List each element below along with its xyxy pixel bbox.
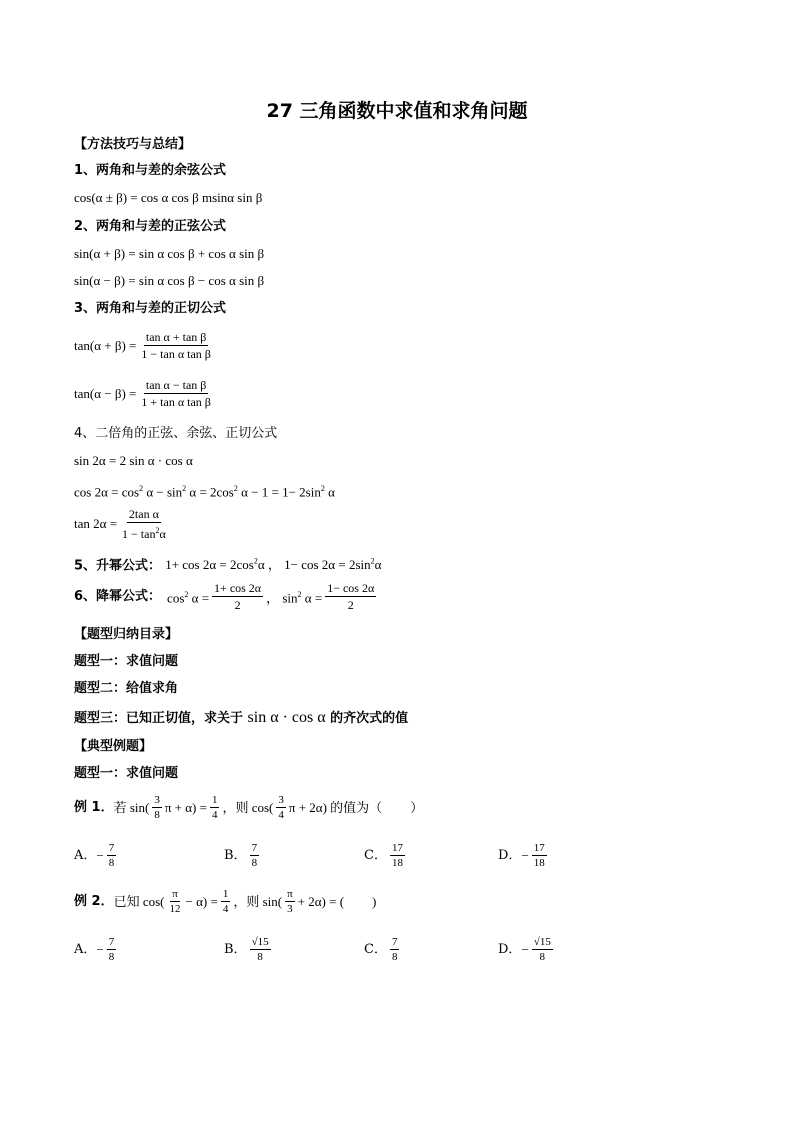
- type-three-label: 题型三：已知正切值，求关于 sin α · cos α 的齐次式的值: [74, 709, 409, 726]
- examples-type-one-label: 题型一：求值问题: [74, 766, 179, 781]
- section-types-heading: 【题型归纳目录】: [74, 627, 179, 642]
- type-two-label: 题型二：给值求角: [74, 681, 179, 696]
- formula-sin-diff: sin(α − β) = sin α cos β − cos α sin β: [74, 273, 265, 288]
- example-2-option-c: C． $\frac{7}{8}$: [364, 936, 398, 963]
- formula-tan-diff: tan(α − β) = $\frac{\text{tan α − tan β}}{\text{1 + tan α tan β}}$: [74, 378, 211, 409]
- formula-power-reduce: 6、降幂公式： $\cos^2 \alpha$ = $\frac{1+ \cos 2\alpha}{2}$ ， $\sin^2 \alpha$ = $\frac{1- \cos 2\alpha}{2}$: [74, 581, 375, 612]
- example-2-option-a: A． − $\frac{7}{8}$: [74, 936, 115, 963]
- formula-sin-double: sin 2α = 2 sin α · cos α: [74, 453, 193, 468]
- formula-cos-sum-diff: cos(α ± β) = cos α cos β msinα sin β: [74, 190, 263, 205]
- heading-cos-sum-diff: 1、两角和与差的余弦公式: [74, 163, 227, 178]
- heading-sin-sum-diff: 2、两角和与差的正弦公式: [74, 219, 227, 234]
- example-1-option-b: B． $\frac{7}{8}$: [224, 842, 258, 869]
- page-title: 27 三角函数中求值和求角问题: [266, 100, 528, 122]
- example-1-option-d: D． − $\frac{17}{18}$: [498, 842, 545, 869]
- example-2-question: 例 2． 已知 cos( $\frac{\pi}{12}$ − α) = $\frac{1}{4}$ ，则 sin( $\frac{\pi}{3}$ + 2α) = ( ): [74, 888, 377, 915]
- example-1-question: 例 1． 若 sin( $\frac{3}{8}$ π + α) = $\frac{1}{4}$ ，则 cos( $\frac{3}{4}$ π + 2α) 的值为（ ）: [74, 794, 424, 821]
- section-methods-heading: 【方法技巧与总结】: [74, 137, 192, 152]
- formula-tan-sum: tan(α + β) = $\frac{\text{tan α + tan β}}{\text{1 − tan α tan β}}$: [74, 330, 211, 361]
- formula-cos-double: $\cos 2\alpha = \cos^2 \alpha - \sin^2 \alpha = 2\cos^2$ $\alpha - 1 = 1- 2\sin^2$ α: [74, 484, 335, 500]
- heading-double-angle: 4、二倍角的正弦、余弦、正切公式: [74, 426, 278, 441]
- type-one-label: 题型一：求值问题: [74, 654, 179, 669]
- section-examples-heading: 【典型例题】: [74, 739, 153, 754]
- example-2-option-d: D． − $\frac{√15}{8}$: [498, 936, 551, 963]
- example-1-option-a: A． − $\frac{7}{8}$: [74, 842, 115, 869]
- formula-sin-sum: sin(α + β) = sin α cos β + cos α sin β: [74, 246, 265, 261]
- example-2-option-b: B． $\frac{√15}{8}$: [224, 936, 269, 963]
- heading-tan-sum-diff: 3、两角和与差的正切公式: [74, 301, 227, 316]
- formula-power-raise: 5、升幂公式： $1+ \cos 2\alpha = 2\cos^2\alpha$ ， $1- \cos 2\alpha = 2\sin^2\alpha$: [74, 557, 382, 574]
- example-1-option-c: C． $\frac{17}{18}$: [364, 842, 403, 869]
- formula-tan-double: tan 2α = $\frac{\text{2tan α}}{1 - \tan^2\alpha}$: [74, 507, 166, 541]
